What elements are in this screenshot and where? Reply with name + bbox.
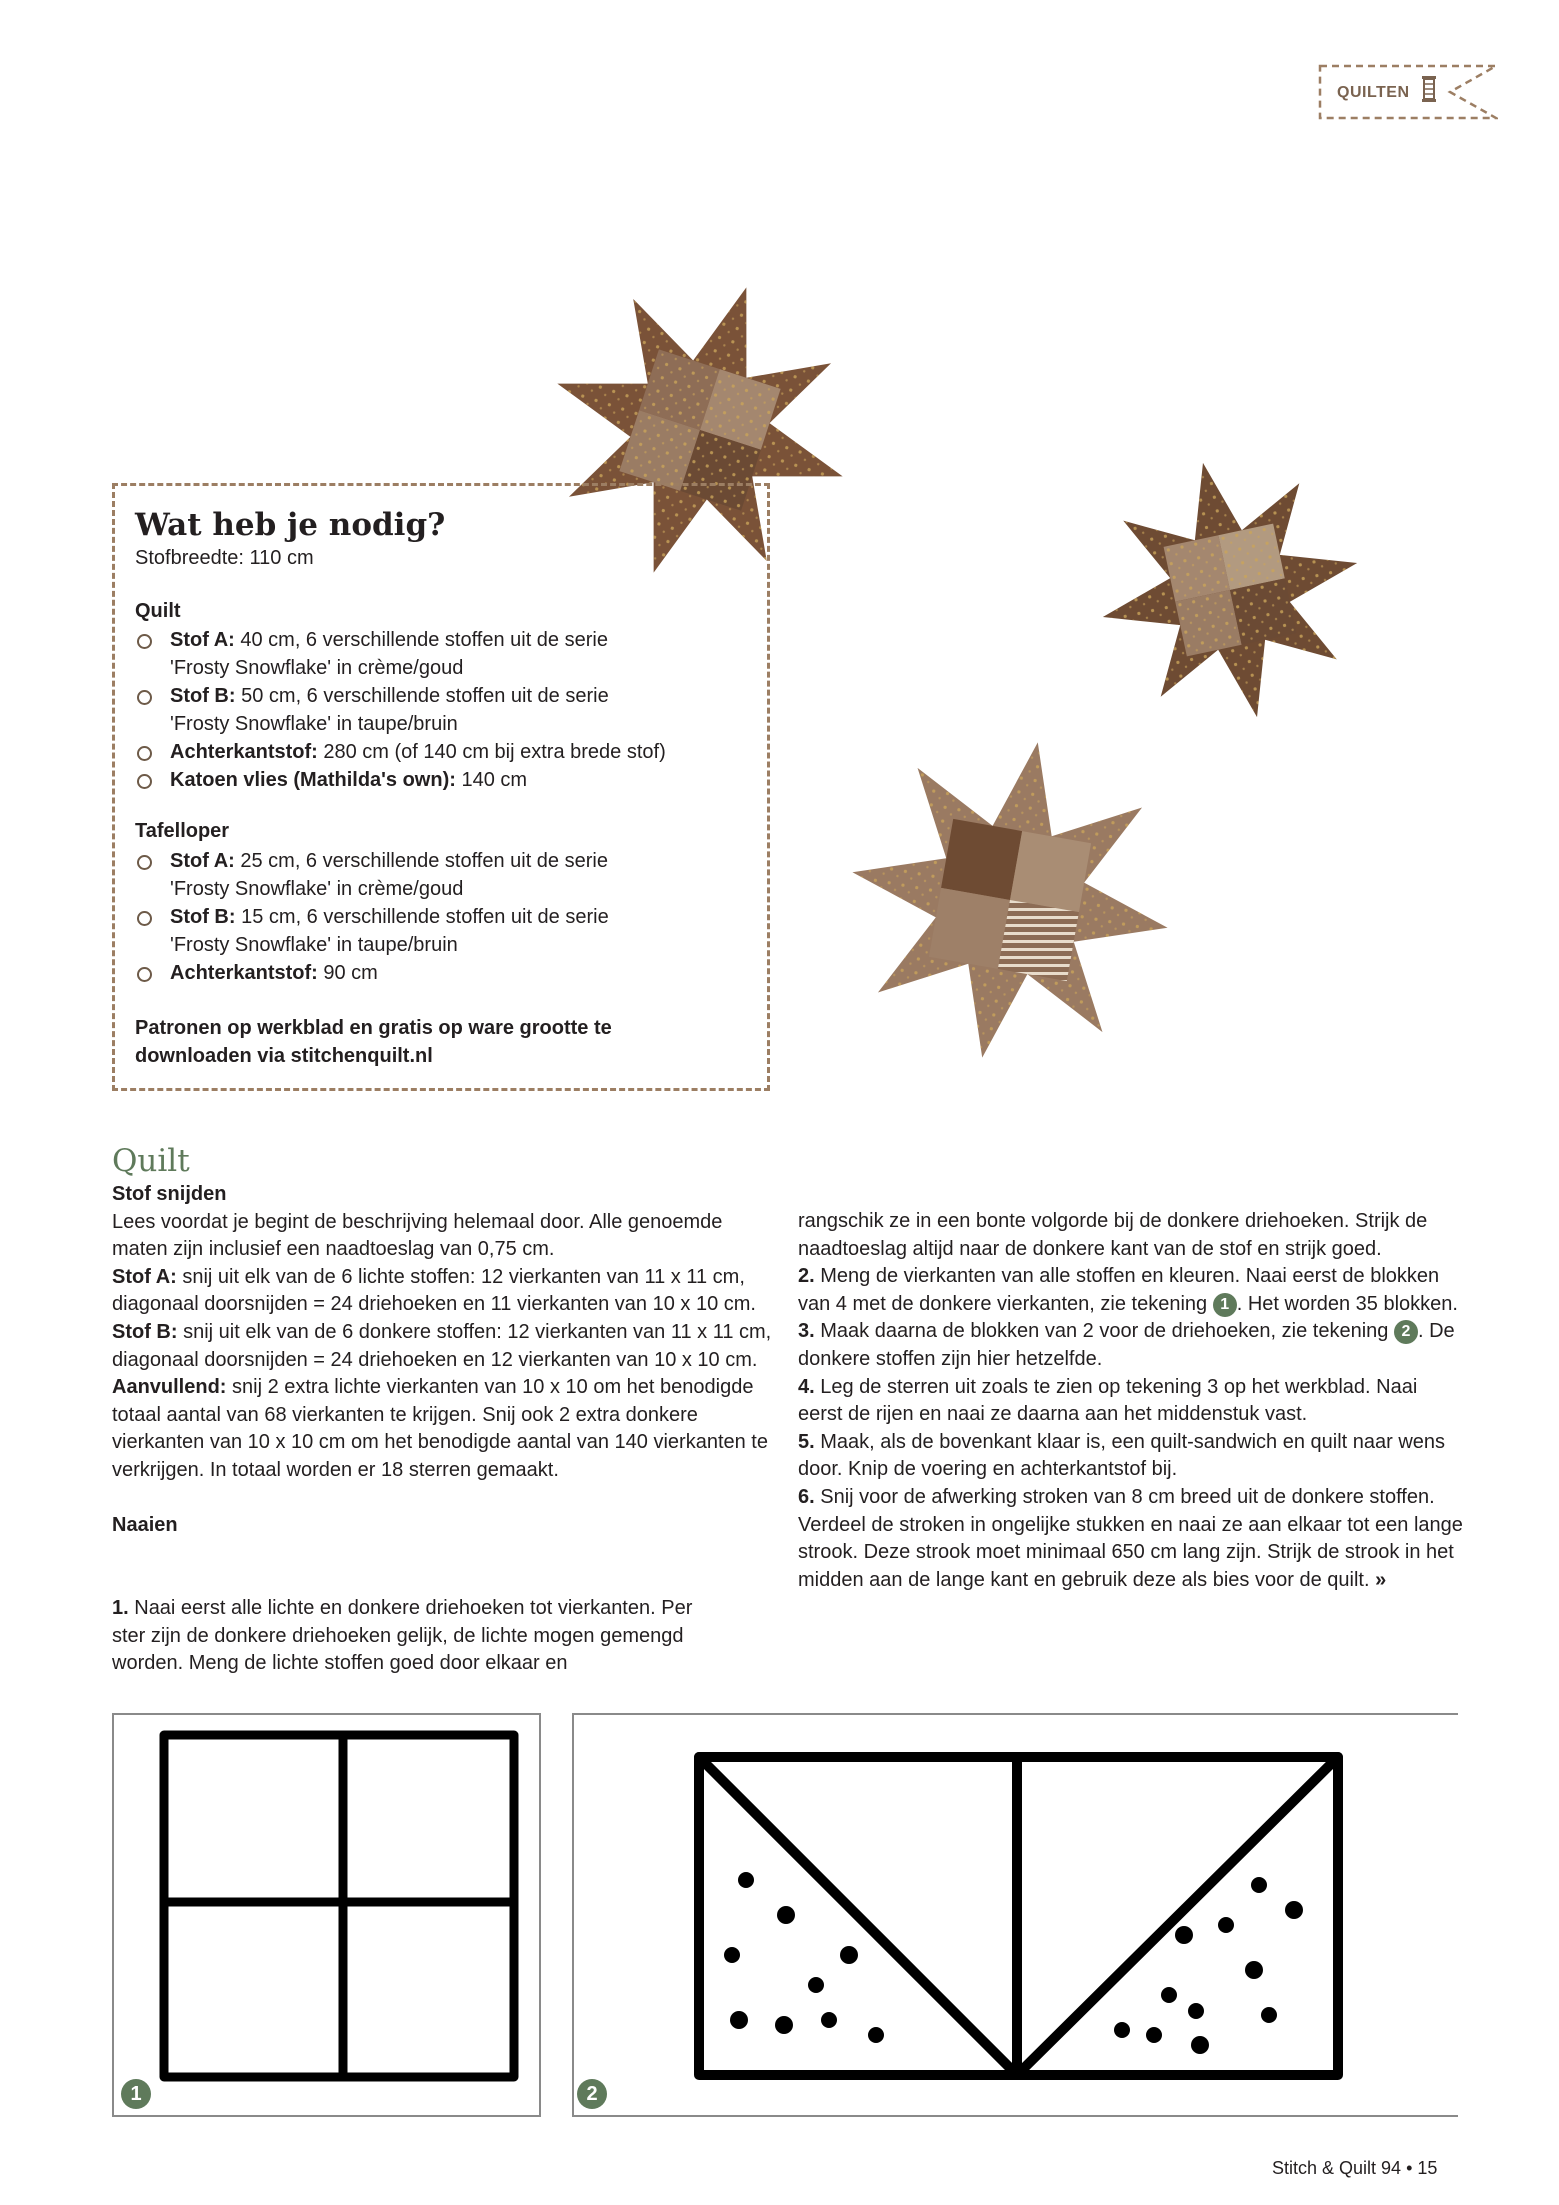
footer-separator: •: [1406, 2158, 1413, 2178]
circle-bullet-icon: [137, 690, 152, 705]
step-6-paragraph: 6. Snij voor de afwerking stroken van 8 cm breed uit de donkere stoffen. Verdeel de stroken in ongelijke stukken en naai ze aan elkaar tot een lange strook. Deze strook moet minimaal 650 cm lang zijn. Strijk de strook in het midden aan de lange kant en gebruik deze als bies voor de quilt. »: [798, 1485, 1463, 1591]
download-note: Patronen op werkblad en gratis op ware grootte te downloaden via stitchenquilt.nl: [135, 1017, 612, 1067]
figure-1: [112, 1713, 541, 2117]
circle-bullet-icon: [137, 746, 152, 761]
stof-b-paragraph: Stof B: snij uit elk van de 6 donkere stoffen: 12 vierkanten van 11 x 11 cm, diagonaal doorsnijden = 24 driehoeken en 12 vierkanten van 10 x 10 cm.: [112, 1320, 772, 1371]
step-1-part-b: rangschik ze in een bonte volgorde bij de donkere driehoeken. Strijk de naadtoeslag altijd naar de donkere kant van de stof en strijk goed.: [798, 1210, 1428, 1260]
list-item: Stof A: 25 cm, 6 verschillende stoffen uit de serie 'Frosty Snowflake' in crème/goud: [135, 847, 755, 903]
right-column: [798, 1208, 1463, 1594]
tafelloper-materials-list: [135, 847, 755, 987]
list-item: Stof B: 15 cm, 6 verschillende stoffen uit de serie 'Frosty Snowflake' in taupe/bruin: [135, 903, 755, 959]
star-3: [825, 715, 1196, 1086]
circle-bullet-icon: [137, 855, 152, 870]
step-5-paragraph: 5. Maak, als de bovenkant klaar is, een quilt-sandwich en quilt naar wens door. Knip de voering en achterkantstof bij.: [798, 1430, 1446, 1481]
figure-2-reference-badge: 2: [1394, 1320, 1418, 1344]
circle-bullet-icon: [137, 967, 152, 982]
step-1-part-a: Naai eerst alle lichte en donkere driehoeken tot vierkanten. Per ster zijn de donkere driehoeken gelijk, de lichte mogen gemengd worden. Meng de lichte stoffen goed door elkaar en: [112, 1597, 693, 1675]
list-item: Achterkantstof: 90 cm: [135, 959, 755, 987]
cut-heading: Stof snijden: [112, 1183, 227, 1205]
left-column: [112, 1181, 777, 1540]
page-number: 15: [1417, 2158, 1438, 2178]
figure-1-reference-badge: 1: [1213, 1293, 1237, 1317]
section-tag: [1318, 64, 1498, 120]
extra-paragraph: Aanvullend: snij 2 extra lichte vierkanten van 10 x 10 om het benodigde totaal aantal van 68 vierkanten te krijgen. Snij ook 2 extra donkere vierkanten van 10 x 10 cm om het benodigde aantal van 140 vierkanten te verkrijgen. In totaal worden er 18 sterren gemaakt.: [112, 1376, 768, 1481]
circle-bullet-icon: [137, 774, 152, 789]
figure-2-badge: 2: [577, 2079, 607, 2109]
step-4-paragraph: 4. Leg de sterren uit zoals te zien op tekening 3 op het werkblad. Naai eerst de rijen en naai ze daarna aan het middenstuk vast.: [798, 1375, 1418, 1426]
list-item: Stof B: 50 cm, 6 verschillende stoffen uit de serie 'Frosty Snowflake' in taupe/bruin: [135, 682, 755, 738]
figure-2: [572, 1713, 1458, 2117]
section-tag-label: QUILTEN: [1337, 84, 1410, 101]
star-2: [1076, 436, 1384, 744]
list-item: Stof A: 40 cm, 6 verschillende stoffen uit de serie 'Frosty Snowflake' in crème/goud: [135, 626, 755, 682]
list-item: Katoen vlies (Mathilda's own): 140 cm: [135, 766, 755, 794]
step-3-paragraph: 3. Maak daarna de blokken van 2 voor de driehoeken, zie tekening 2 . De donkere stoffen zijn hier hetzelfde.: [798, 1320, 1455, 1370]
fabric-width: Stofbreedte: 110 cm: [135, 547, 314, 569]
sew-heading: Naaien: [112, 1514, 178, 1537]
quilt-materials-heading: Quilt: [135, 600, 181, 622]
stof-a-paragraph: Stof A: snij uit elk van de 6 lichte stoffen: 12 vierkanten van 11 x 11 cm, diagonaal doorsnijden = 24 driehoeken en 11 vierkanten van 10 x 10 cm.: [112, 1265, 756, 1316]
continue-mark: »: [1375, 1568, 1387, 1591]
thread-spool-icon: [1422, 76, 1436, 102]
step-1-paragraph: 1. Naai eerst alle lichte en donkere driehoeken tot vierkanten. Per ster zijn de donkere driehoeken gelijk, de lichte mogen gemengd worden. Meng de lichte stoffen goed door elkaar en: [112, 1597, 693, 1675]
circle-bullet-icon: [137, 634, 152, 649]
materials-title: Wat heb je nodig?: [135, 507, 446, 543]
step-2-paragraph: 2. Meng de vierkanten van alle stoffen en kleuren. Naai eerst de blokken van 4 met de donkere vierkanten, zie tekening 1 . Het worden 35 blokken.: [798, 1265, 1458, 1315]
quilt-materials-list: [135, 626, 755, 794]
circle-bullet-icon: [137, 911, 152, 926]
tafelloper-materials-heading: Tafelloper: [135, 820, 230, 842]
magazine-name: Stitch & Quilt 94: [1272, 2158, 1402, 2178]
quilt-section-heading: Quilt: [112, 1143, 190, 1179]
half-square-triangle-diagram: [574, 1715, 1458, 2115]
list-item: Achterkantstof: 280 cm (of 140 cm bij extra brede stof): [135, 738, 755, 766]
four-patch-diagram: [114, 1715, 539, 2115]
page-footer: [1272, 2158, 1437, 2179]
figure-1-badge: 1: [121, 2079, 151, 2109]
intro-paragraph: Lees voordat je begint de beschrijving helemaal door. Alle genoemde maten zijn inclusief een naadtoeslag van 0,75 cm.: [112, 1210, 723, 1261]
